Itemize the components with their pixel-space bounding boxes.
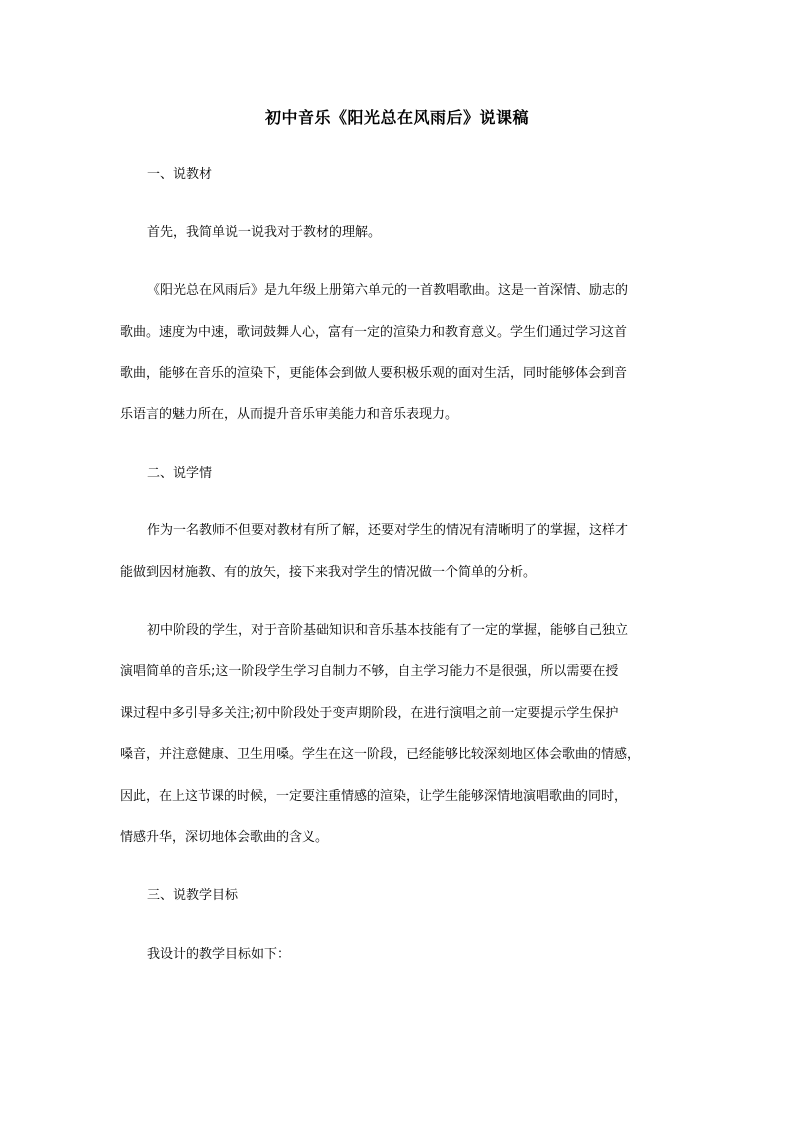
paragraph-line: 歌曲。速度为中速，歌词鼓舞人心，富有一定的渲染力和教育意义。学生们通过学习这首 bbox=[120, 325, 628, 340]
paragraph-line: 情感升华，深切地体会歌曲的含义。 bbox=[120, 830, 329, 845]
paragraph-line: 课过程中多引导多关注;初中阶段处于变声期阶段，在进行演唱之前一定要提示学生保护 bbox=[120, 706, 619, 721]
paragraph-line: 我设计的教学目标如下： bbox=[147, 947, 291, 962]
paragraph-line: 初中阶段的学生，对于音阶基础知识和音乐基本技能有了一定的掌握，能够自己独立 bbox=[147, 623, 629, 638]
paragraph-line: 《阳光总在风雨后》是九年级上册第六单元的一首教唱歌曲。这是一首深情、励志的 bbox=[147, 283, 629, 298]
paragraph-line: 因此，在上这节课的时候，一定要注重情感的渲染，让学生能够深情地演唱歌曲的同时， bbox=[120, 789, 628, 804]
section-heading: 一、说教材 bbox=[147, 167, 213, 182]
document-title: 初中音乐《阳光总在风雨后》说课稿 bbox=[264, 108, 529, 127]
paragraph-line: 歌曲，能够在音乐的渲染下，更能体会到做人要积极乐观的面对生活，同时能够体会到音 bbox=[120, 366, 628, 381]
paragraph-line: 作为一名教师不但要对教材有所了解，还要对学生的情况有清晰明了的掌握，这样才 bbox=[147, 523, 629, 538]
paragraph-line: 演唱简单的音乐;这一阶段学生学习自制力不够，自主学习能力不是很强，所以需要在授 bbox=[120, 664, 619, 679]
paragraph-line: 嗓音，并注意健康、卫生用嗓。学生在这一阶段，已经能够比较深刻地区体会歌曲的情感， bbox=[120, 747, 641, 762]
section-heading: 二、说学情 bbox=[147, 466, 213, 481]
paragraph-line: 首先，我简单说一说我对于教材的理解。 bbox=[147, 225, 382, 240]
section-heading: 三、说教学目标 bbox=[147, 888, 239, 903]
paragraph-line: 乐语言的魅力所在，从而提升音乐审美能力和音乐表现力。 bbox=[120, 407, 459, 422]
paragraph-line: 能做到因材施教、有的放矢，接下来我对学生的情况做一个简单的分析。 bbox=[120, 565, 537, 580]
